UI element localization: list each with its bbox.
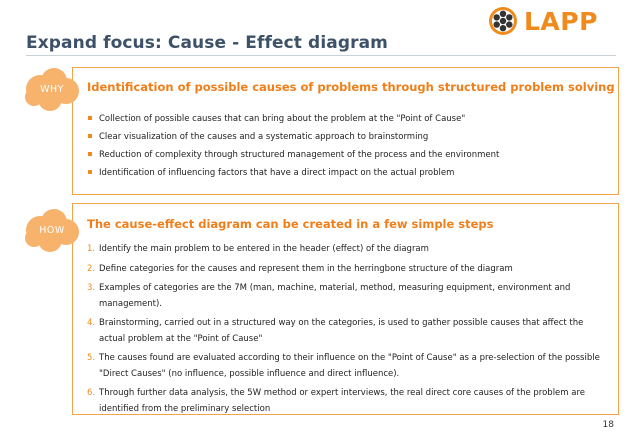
- lapp-cable-logo-icon: [488, 6, 518, 36]
- why-label: WHY: [40, 84, 64, 95]
- list-item: 2. Define categories for the causes and represent them in the herringbone structure of the diagram: [87, 263, 513, 274]
- why-bullet-list: [87, 110, 499, 182]
- bullet-square-icon: [88, 134, 92, 138]
- list-item: 5. The causes found are evaluated according to their influence on the "Point of Cause" as a pre-selection of the possible "Direct Causes" (no influence, possible influence and direct influence).: [87, 353, 600, 379]
- list-item: Collection of possible causes that can bring about the problem at the "Point of Cause": [87, 110, 499, 128]
- list-item: Identification of influencing factors that have a direct impact on the actual problem: [87, 164, 499, 182]
- list-item: 4. Brainstorming, carried out in a structured way on the categories, is used to gather possible causes that affect the actual problem at the "Point of Cause": [87, 318, 584, 344]
- why-heading: Identification of possible causes of problems through structured problem solving: [87, 80, 615, 94]
- how-heading: The cause-effect diagram can be created in a few simple steps: [87, 217, 494, 231]
- page-number: 18: [602, 420, 614, 430]
- how-panel: [72, 203, 619, 415]
- bullet-square-icon: [88, 170, 92, 174]
- how-cloud-badge: [22, 208, 82, 254]
- how-label: HOW: [39, 225, 65, 236]
- list-item: Reduction of complexity through structured management of the process and the environment: [87, 146, 499, 164]
- list-item: 6. Through further data analysis, the 5W method or expert interviews, the real direct core causes of the problem are identified from the preliminary selection: [87, 388, 586, 414]
- page-title: Expand focus: Cause - Effect diagram: [26, 33, 388, 53]
- bullet-square-icon: [88, 116, 92, 120]
- lapp-logo: [488, 6, 628, 36]
- why-cloud-badge: [22, 67, 82, 113]
- bullet-square-icon: [88, 152, 92, 156]
- list-item: 3. Examples of categories are the 7M (man, machine, material, method, measuring equipment, environment and management).: [87, 283, 571, 309]
- logo-wordmark: LAPP: [524, 6, 598, 36]
- why-panel: [72, 67, 619, 195]
- how-step-list: [87, 242, 607, 421]
- list-item: Clear visualization of the causes and a systematic approach to brainstorming: [87, 128, 499, 146]
- title-divider: [26, 55, 616, 56]
- list-item: 1. Identify the main problem to be entered in the header (effect) of the diagram: [87, 244, 429, 254]
